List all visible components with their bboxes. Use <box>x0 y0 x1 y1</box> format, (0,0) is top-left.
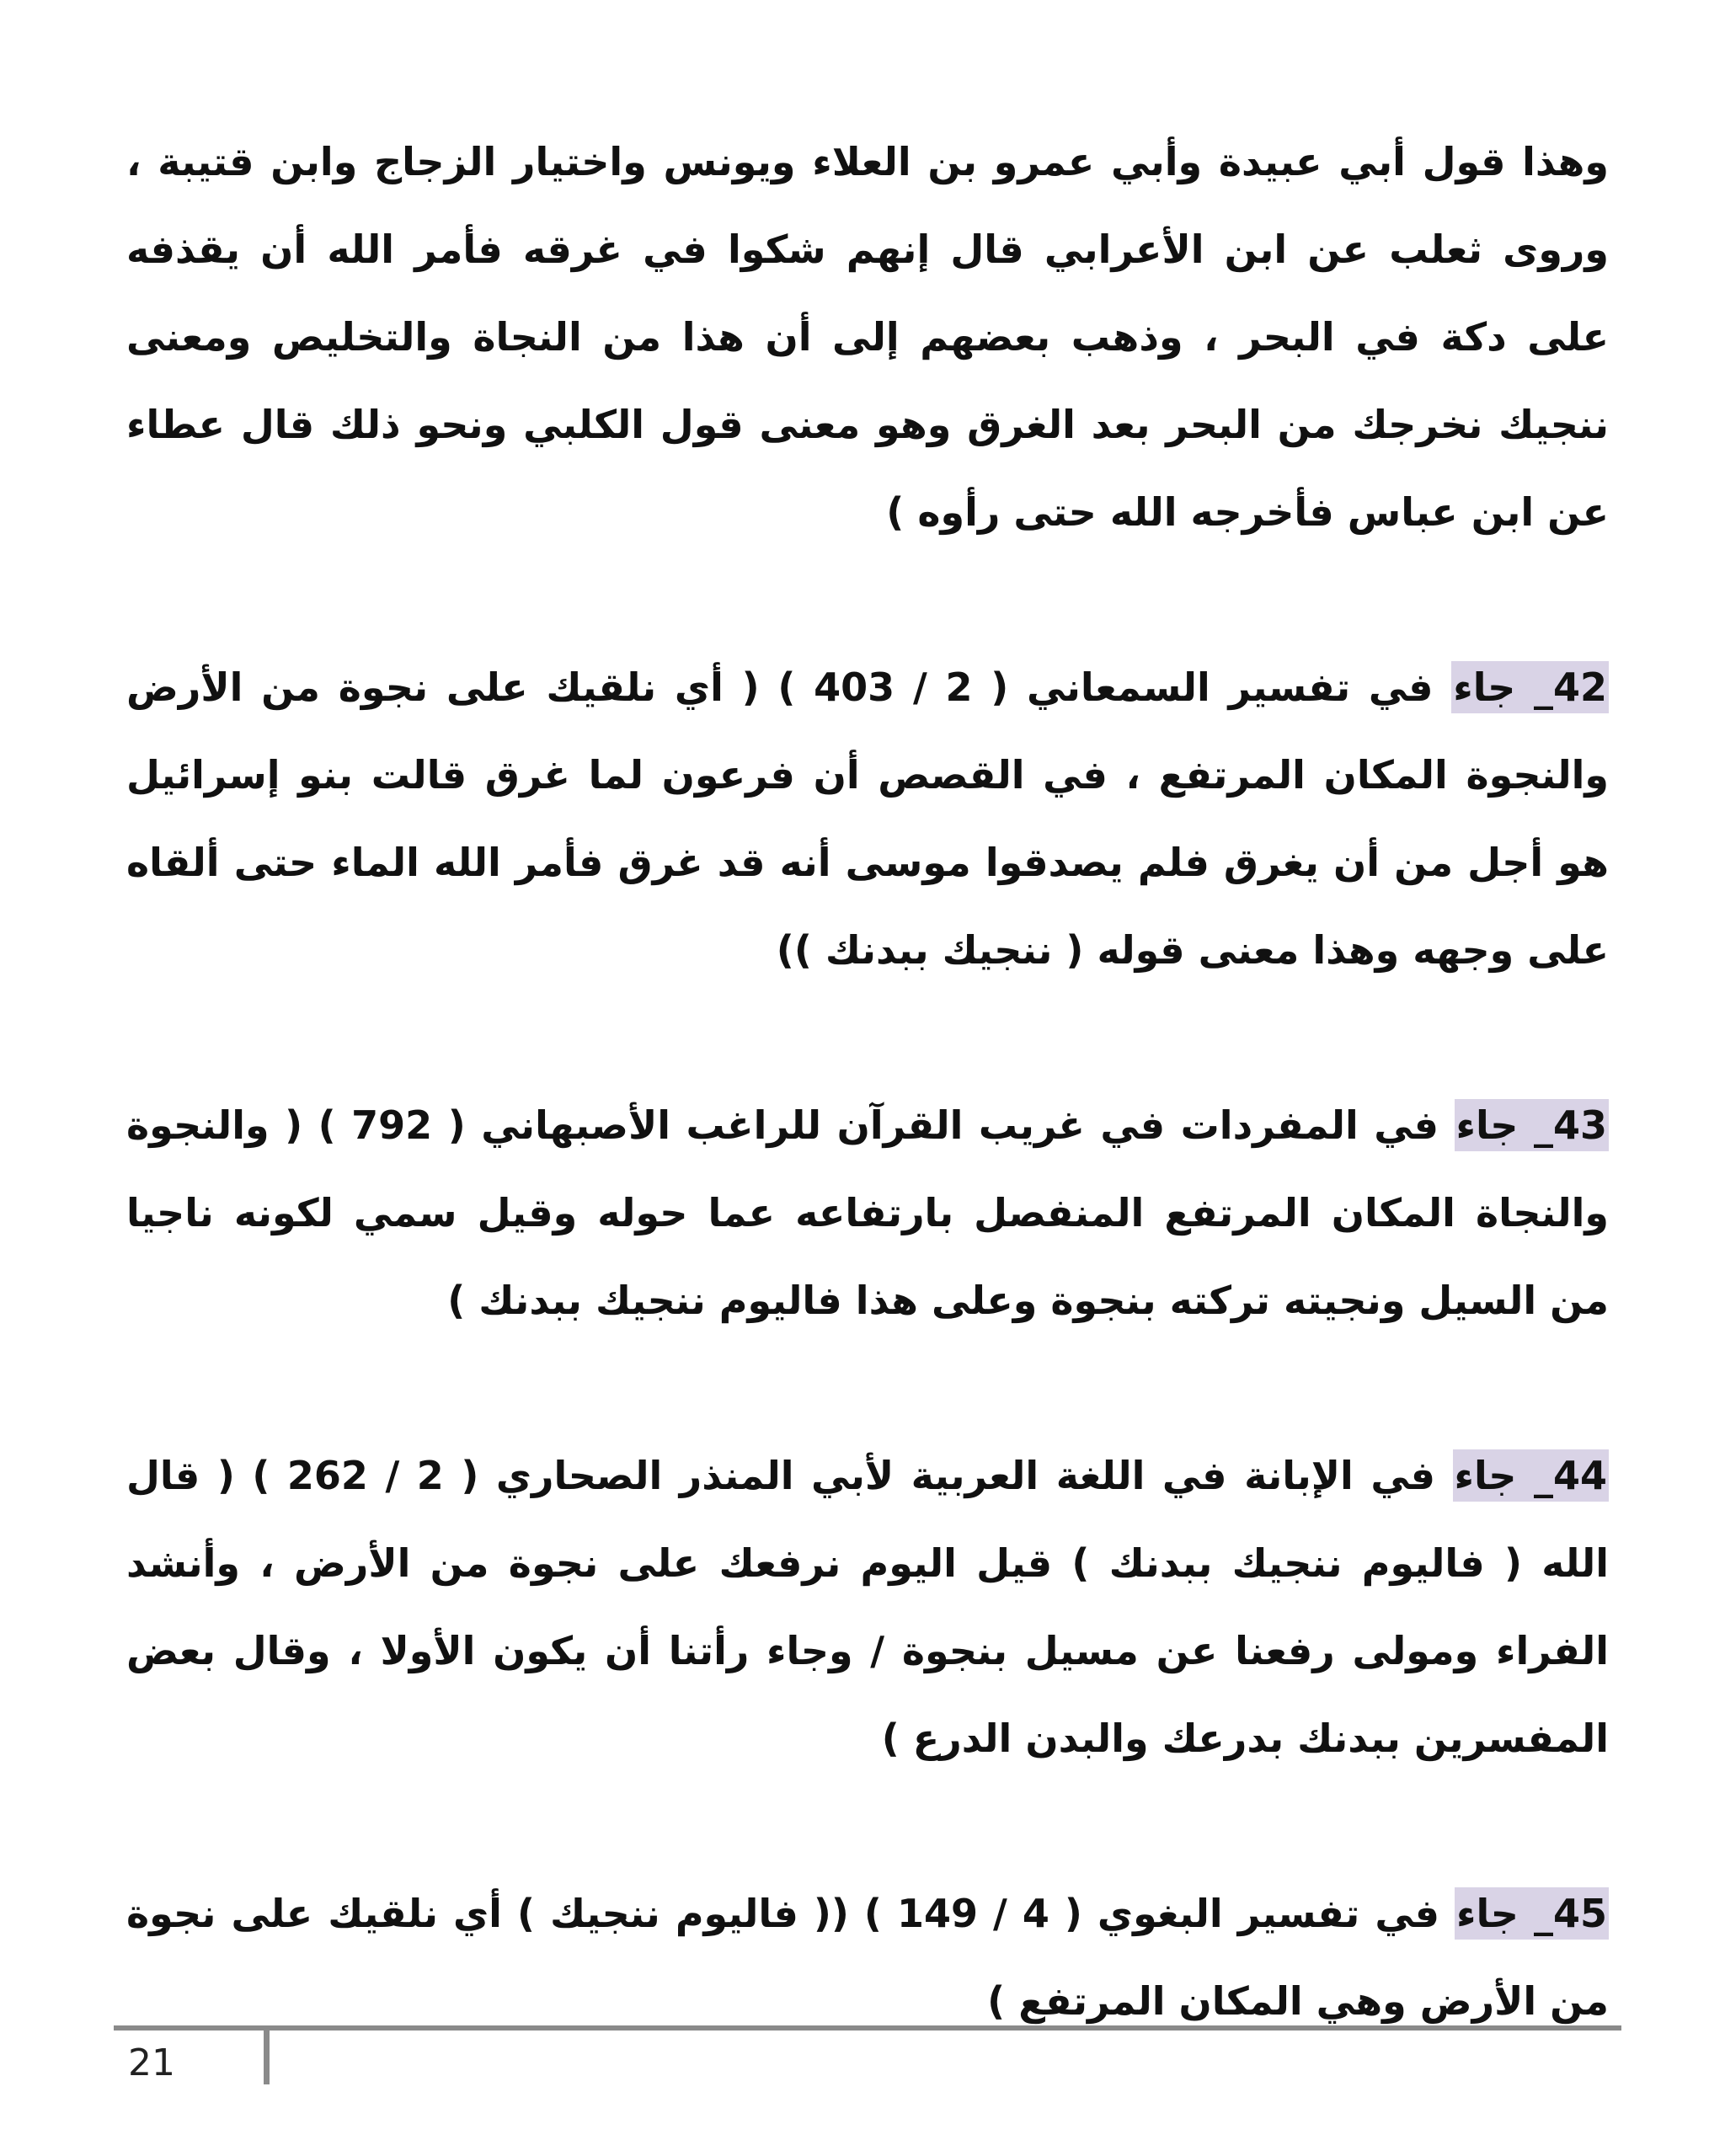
paragraph-text: في المفردات في غريب القرآن للراغب الأصبهاني ( 792 ) ( والنجوة والنجاة المكان المرتفع المنفصل بارتفاعه عما حوله وقيل سمي لكونه ناجيا من السيل ونجيته تركته بنجوة وعلى هذا فاليوم ننجيك ببدنك ) <box>126 1102 1609 1323</box>
paragraph-entry-43 <box>126 1081 1609 1344</box>
paragraph-text: في الإبانة في اللغة العربية لأبي المنذر الصحاري ( 2 / 262 ) ( قال الله ( فاليوم ننجيك ببدنك ) قيل اليوم نرفعك على نجوة من الأرض ، وأنشد الفراء ومولى رفعنا عن مسيل بنجوة / وجاء رأتنا أن يكون الأولا ، وقال بعض المفسرين ببدنك بدرعك والبدن الدرع ) <box>126 1453 1609 1761</box>
paragraph-entry-45 <box>126 1870 1609 2045</box>
paragraph-entry-44 <box>126 1432 1609 1782</box>
entry-number-label: 44_ جاء <box>1453 1449 1609 1502</box>
entry-number-label: 45_ جاء <box>1455 1887 1609 1940</box>
paragraph-continuation <box>126 118 1609 556</box>
paragraph-entry-42 <box>126 643 1609 994</box>
page-number: 21 <box>128 2041 175 2084</box>
entry-number-label: 43_ جاء <box>1455 1099 1609 1151</box>
paragraph-text: في تفسير البغوي ( 4 / 149 ) (( فاليوم ننجيك ) أي نلقيك على نجوة من الأرض وهي المكان المرتفع ) <box>126 1891 1609 2024</box>
footer-divider-tick <box>264 2025 270 2084</box>
page-body <box>126 118 1609 2132</box>
entry-number-label: 42_ جاء <box>1451 661 1609 713</box>
footer-divider <box>114 2025 1621 2031</box>
paragraph-text: في تفسير السمعاني ( 2 / 403 ) ( أي نلقيك على نجوة من الأرض والنجوة المكان المرتفع ، في القصص أن فرعون لما غرق قالت بنو إسرائيل هو أجل من أن يغرق فلم يصدقوا موسى أنه قد غرق فأمر الله الماء حتى ألقاه على وجهه وهذا معنى قوله ( ننجيك ببدنك )) <box>126 664 1609 973</box>
paragraph-text: وهذا قول أبي عبيدة وأبي عمرو بن العلاء ويونس واختيار الزجاج وابن قتيبة ، وروى ثعلب عن ابن الأعرابي قال إنهم شكوا في غرقه فأمر الله أن يقذفه على دكة في البحر ، وذهب بعضهم إلى أن هذا من النجاة والتخليص ومعنى ننجيك نخرجك من البحر بعد الغرق وهو معنى قول الكلبي ونحو ذلك قال عطاء عن ابن عباس فأخرجه الله حتى رأوه ) <box>126 139 1609 535</box>
